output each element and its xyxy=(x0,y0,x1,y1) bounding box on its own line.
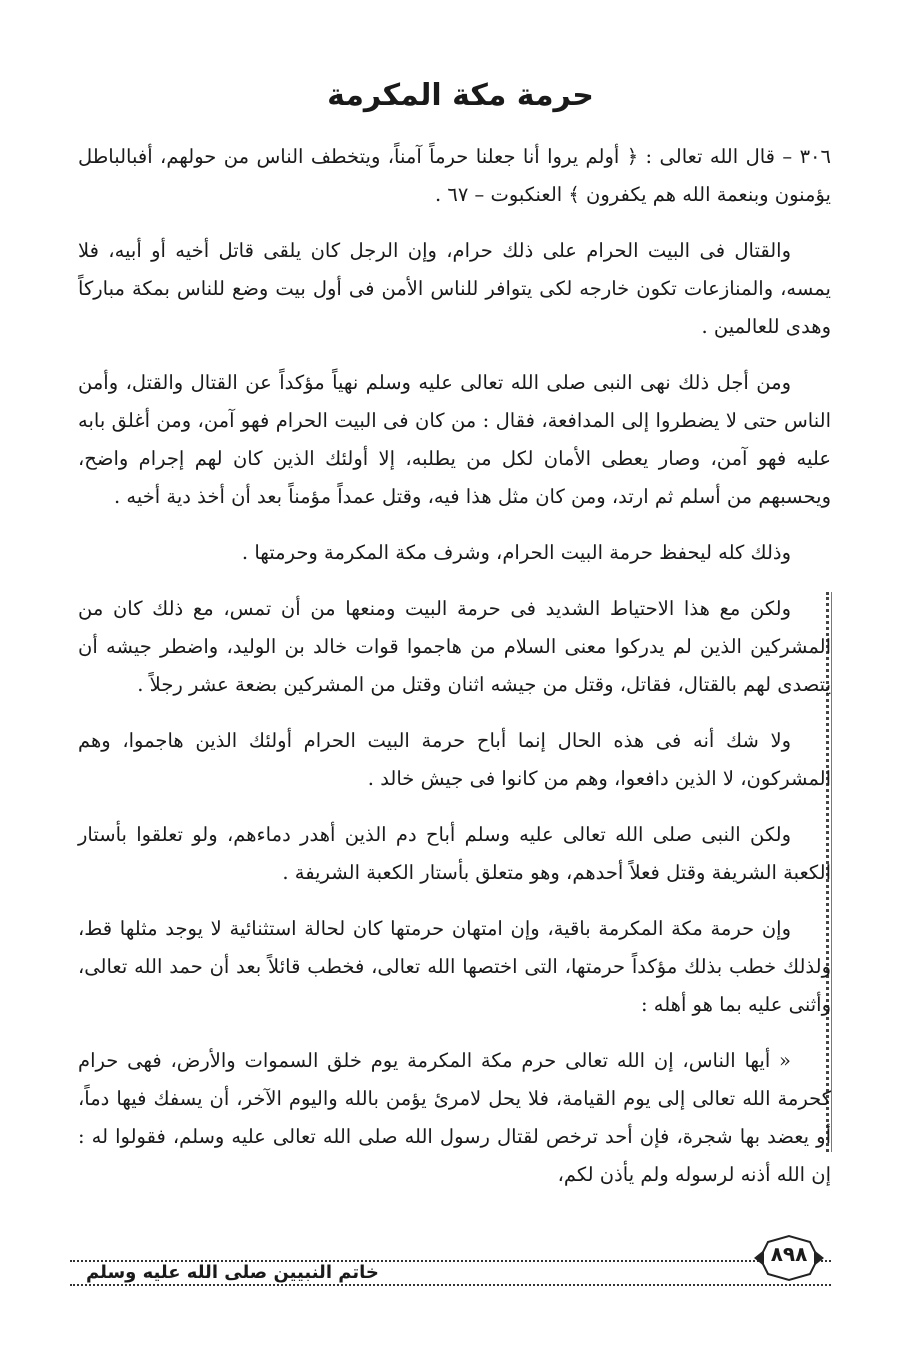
paragraph: ولكن النبى صلى الله تعالى عليه وسلم أباح دم الذين أهدر دماءهم، ولو تعلقوا بأستار الكعبة الشريفة وقتل فعلاً أحدهم، وهو متعلق بأستار الكعبة الشريفة . xyxy=(78,823,831,884)
footer-dotted-rule-bottom xyxy=(70,1284,831,1286)
paragraph: ولكن مع هذا الاحتياط الشديد فى حرمة البيت ومنعها من أن تمس، مع ذلك كان من المشركين الذين لم يدركوا معنى السلام من هاجموا قوات خالد بن الوليد، واضطر جيشه أن يتصدى لهم بالقتال، فقاتل، وقتل من جيشه اثنان وقتل من المشركين بضعة عشر رجلاً . xyxy=(78,597,831,696)
margin-solid-rule xyxy=(831,592,832,1152)
footer-book-title: خاتم النبيين صلى الله عليه وسلم xyxy=(80,1262,385,1283)
paragraph: والقتال فى البيت الحرام على ذلك حرام، وإن الرجل كان يلقى قاتل أخيه أو أبيه، فلا يمسه، والمنازعات تكون خارجه لكى يتوافر للناس الأمن فى أول بيت وضع للناس بمكة مباركاً وهدى للعالمين . xyxy=(78,239,831,338)
paragraph-verse: ٣٠٦ – قال الله تعالى : ﴿ أولم يروا أنا جعلنا حرماً آمناً، ويتخطف الناس من حولهم، أفبالباطل يؤمنون وبنعمة الله هم يكفرون ﴾ العنكبوت – ٦٧ . xyxy=(78,145,831,206)
paragraph: وذلك كله ليحفظ حرمة البيت الحرام، وشرف مكة المكرمة وحرمتها . xyxy=(241,541,791,564)
body-text xyxy=(78,138,831,1212)
page-number-badge xyxy=(746,1228,832,1288)
paragraph-hadith: « أيها الناس، إن الله تعالى حرم مكة المكرمة يوم خلق السموات والأرض، فهى حرام كحرمة الله تعالى إلى يوم القيامة، فلا يحل لامرئ يؤمن بالله واليوم الآخر، أن يسفك فيها دماً، أو يعضد بها شجرة، فإن أحد ترخص لقتال رسول الله صلى الله تعالى عليه وسلم، فقولوا له : إن الله أذنه لرسوله ولم يأذن لكم، xyxy=(78,1049,831,1186)
paragraph: ومن أجل ذلك نهى النبى صلى الله تعالى عليه وسلم نهياً مؤكداً عن القتال والقتل، وأمن الناس حتى لا يضطروا إلى المدافعة، فقال : من كان فى البيت الحرام فهو آمن، ومن أغلق بابه عليه فهو آمن، وصار يعطى الأمان لكل من يطلبه، إلا أولئك الذين كان لهم إجرام واضح، ويحسبهم من أسلم ثم ارتد، ومن كان مثل هذا فيه، وقتل عمداً مؤمناً بعد أن أخذ دية أخيه . xyxy=(78,371,831,508)
paragraph: وإن حرمة مكة المكرمة باقية، وإن امتهان حرمتها كان لحالة استثنائية لا يوجد مثلها قط، ولذلك خطب بذلك مؤكداً حرمتها، التى اختصها الله تعالى، فخطب قائلاً بعد أن حمد الله تعالى، وأثنى عليه بما هو أهله : xyxy=(78,917,831,1016)
paragraph: ولا شك أنه فى هذه الحال إنما أباح حرمة البيت الحرام أولئك الذين هاجموا، وهم المشركون، لا الذين دافعوا، وهم من كانوا فى جيش خالد . xyxy=(78,729,831,790)
page-title: حرمة مكة المكرمة xyxy=(327,78,594,113)
page-footer xyxy=(70,1210,831,1290)
page-number: ٨٩٨ xyxy=(770,1242,808,1266)
